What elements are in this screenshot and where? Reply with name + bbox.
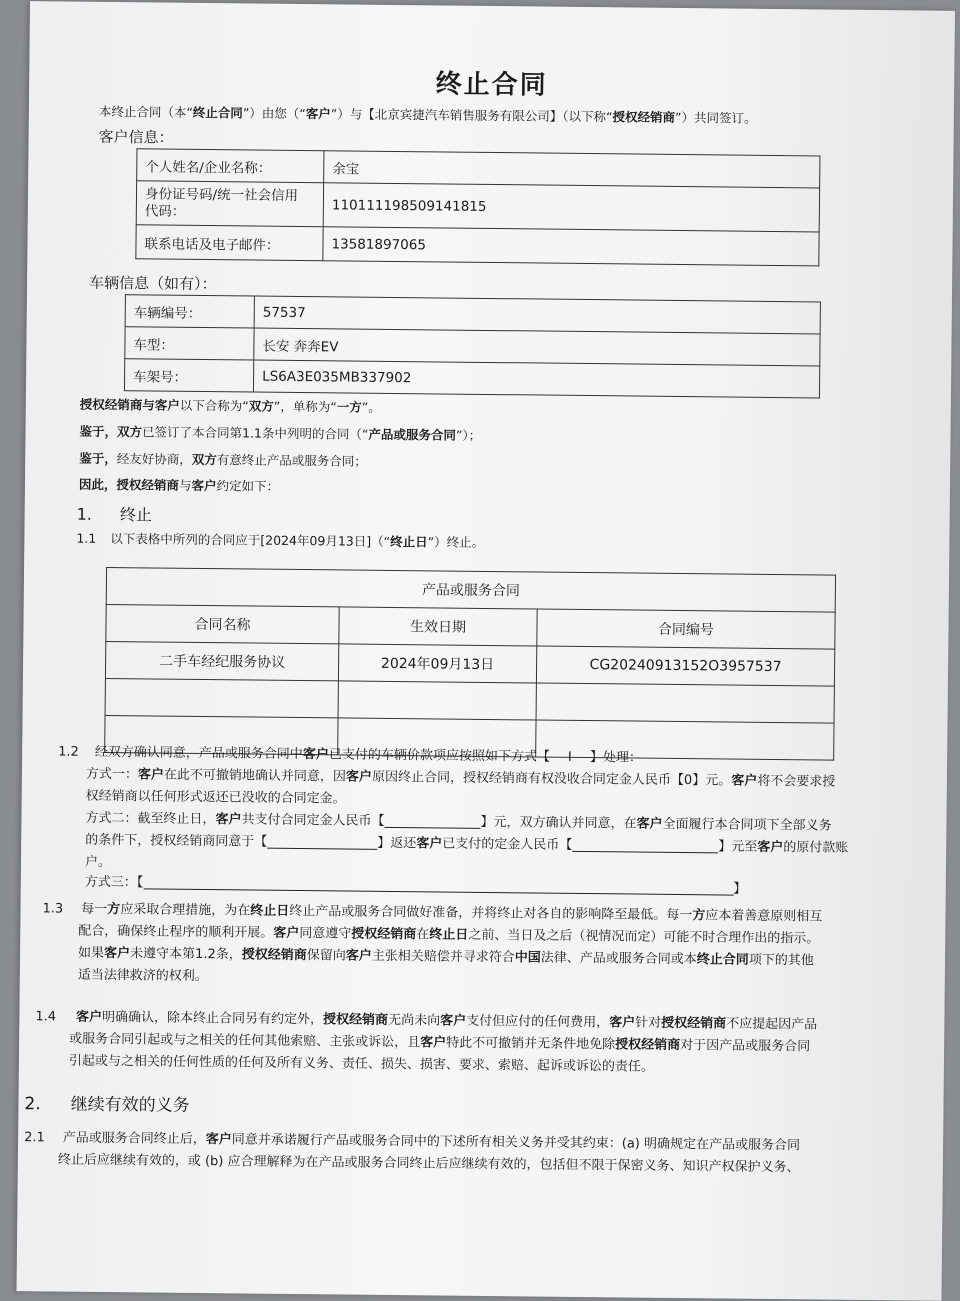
customer-contact-label: 联系电话及电子邮件： (136, 225, 323, 261)
document-page (17, 1, 955, 1301)
recital-parties: 授权经销商与客户以下合称为“双方”，单称为“一方”。 (79, 396, 381, 415)
option-2-line-3: 户。 (84, 854, 112, 871)
vehicle-model-value: 长安 奔奔EV (254, 328, 820, 366)
vehicle-info-table (124, 294, 821, 398)
option-3-line: 方式三：【 】 (84, 874, 747, 897)
vehicle-vin-value: LS6A3E035MB337902 (253, 360, 819, 398)
clause-2-1-line-1: 2.1 产品或服务合同终止后，客户同意并承诺履行产品或服务合同中的下述所有相关义务并受其约束：(a) 明确规定在产品或服务合同 (24, 1130, 801, 1154)
deposit-amount-blank (384, 813, 480, 829)
clause-2-1-line-2: 终止后应继续有效的，或 (b) 应合理解释为在产品或服务合同终止后应继续有效的，包括但不限于保密义务、知识产权保护义务、 (57, 1152, 800, 1176)
vehicle-number-label: 车辆编号： (125, 295, 254, 328)
document-title: 终止合同 (435, 69, 548, 101)
table-row (124, 359, 819, 398)
vehicle-number-value: 57537 (254, 296, 820, 334)
table-row (136, 181, 819, 232)
vehicle-vin-label: 车架号： (124, 359, 253, 392)
option-1-line-1: 方式一：客户在此不可撤销地确认并同意，因客户原因终止合同，授权经销商有权没收合同定金人民币【0】元。客户将不会要求授 (85, 766, 836, 790)
handwritten-mark: Ⅰ (567, 749, 572, 765)
clause-1-4-line-2: 或服务合同引起或与之相关的任何其他索赔、主张或诉讼，且客户特此不可撤销并无条件地免除授权经销商对于因产品或服务合同 (69, 1031, 811, 1055)
customer-name-value: 余宝 (324, 151, 820, 188)
contract-number-cell (536, 683, 834, 723)
intro-paragraph: 本终止合同（本“终止合同”）由您（“客户”）与【北京宾捷汽车销售服务有限公司】（以下称“授权经销商”）共同签订。 (98, 103, 757, 126)
header-contract-name: 合同名称 (106, 604, 339, 643)
contract-number-cell: CG20240913152O3957537 (536, 646, 834, 686)
section-2-heading: 2. 继续有效的义务 (24, 1094, 190, 1116)
clause-1-3-line-3: 如果客户未遵守本第1.2条，授权经销商保留向客户主张相关赔偿并寻求符合中国法律、产品或服务合同或本终止合同项下的其他 (77, 945, 814, 969)
contract-table (104, 567, 836, 761)
customer-id-label: 身份证号码/统一社会信用 代码： (136, 181, 323, 227)
contract-name-cell: 二手车经纪服务协议 (105, 641, 338, 680)
recital-whereas-2: 鉴于，经友好协商，双方有意终止产品或服务合同； (79, 450, 367, 469)
refund-amount-blank (572, 837, 718, 854)
vehicle-info-heading: 车辆信息（如有）： (88, 273, 217, 294)
customer-name-label: 个人姓名/企业名称： (137, 149, 324, 183)
option-2-line-2: 的条件下，授权经销商同意于【 】返还客户已支付的定金人民币【 】元至客户的原付款账 (85, 832, 849, 856)
vehicle-model-label: 车型： (125, 327, 254, 360)
clause-1-4-line-3: 引起或与之相关的任何性质的任何及所有义务、责任、损失、损害、要求、索赔、起诉或诉讼的责任。 (68, 1053, 654, 1075)
clause-1-1: 1.1 以下表格中所列的合同应于[2024年09月13日]（“终止日”）终止。 (76, 530, 485, 550)
clause-1-3-line-2: 配合，确保终止程序的顺利开展。客户同意遵守授权经销商在终止日之前、当日及之后（视情况而定）可能不时合理作出的指示。 (78, 923, 820, 947)
header-effective-date: 生效日期 (339, 607, 537, 646)
customer-info-table (135, 148, 820, 266)
header-contract-number: 合同编号 (537, 609, 835, 649)
customer-info-heading: 客户信息： (98, 127, 174, 147)
clause-1-3-line-1: 1.3 每一方应采取合理措施，为在终止日终止产品或服务合同做好准备，并将终止对各自的影响降至最低。每一方应本着善意原则相互 (42, 901, 823, 925)
clause-1-2: 1.2 经双方确认同意，产品或服务合同中客户已支付的车辆价款项应按照如下方式【 Ⅰ 】处理： (58, 741, 642, 769)
effective-date-cell: 2024年09月13日 (338, 644, 536, 683)
option-1-line-2: 权经销商以任何形式返还已没收的合同定金。 (85, 788, 346, 807)
clause-1-4-line-1: 1.4 客户明确确认，除本终止合同另有约定外，授权经销商无尚未向客户支付但应付的任何费用，客户针对授权经销商不应提起因产品 (35, 1009, 818, 1033)
refund-date-blank (267, 834, 377, 850)
contract-table-caption: 产品或服务合同 (106, 567, 835, 612)
table-row (136, 225, 819, 266)
clause-1-3-line-4: 适当法律救济的权利。 (77, 967, 208, 985)
effective-date-cell (338, 681, 536, 720)
option-2-line-1: 方式二：截至终止日，客户共支付合同定金人民币【 】元，双方确认并同意，在客户全面履行本合同项下全部义务 (85, 810, 832, 834)
option-3-blank (143, 874, 733, 895)
customer-contact-value: 13581897065 (323, 227, 819, 266)
recital-whereas-1: 鉴于，双方已签订了本合同第1.1条中列明的合同（“产品或服务合同”）； (79, 423, 482, 443)
section-1-heading: 1. 终止 (76, 504, 153, 525)
contract-name-cell (105, 678, 338, 717)
recital-therefore: 因此，授权经销商与客户约定如下： (78, 476, 280, 494)
customer-id-value: 110111198509141815 (323, 183, 819, 232)
